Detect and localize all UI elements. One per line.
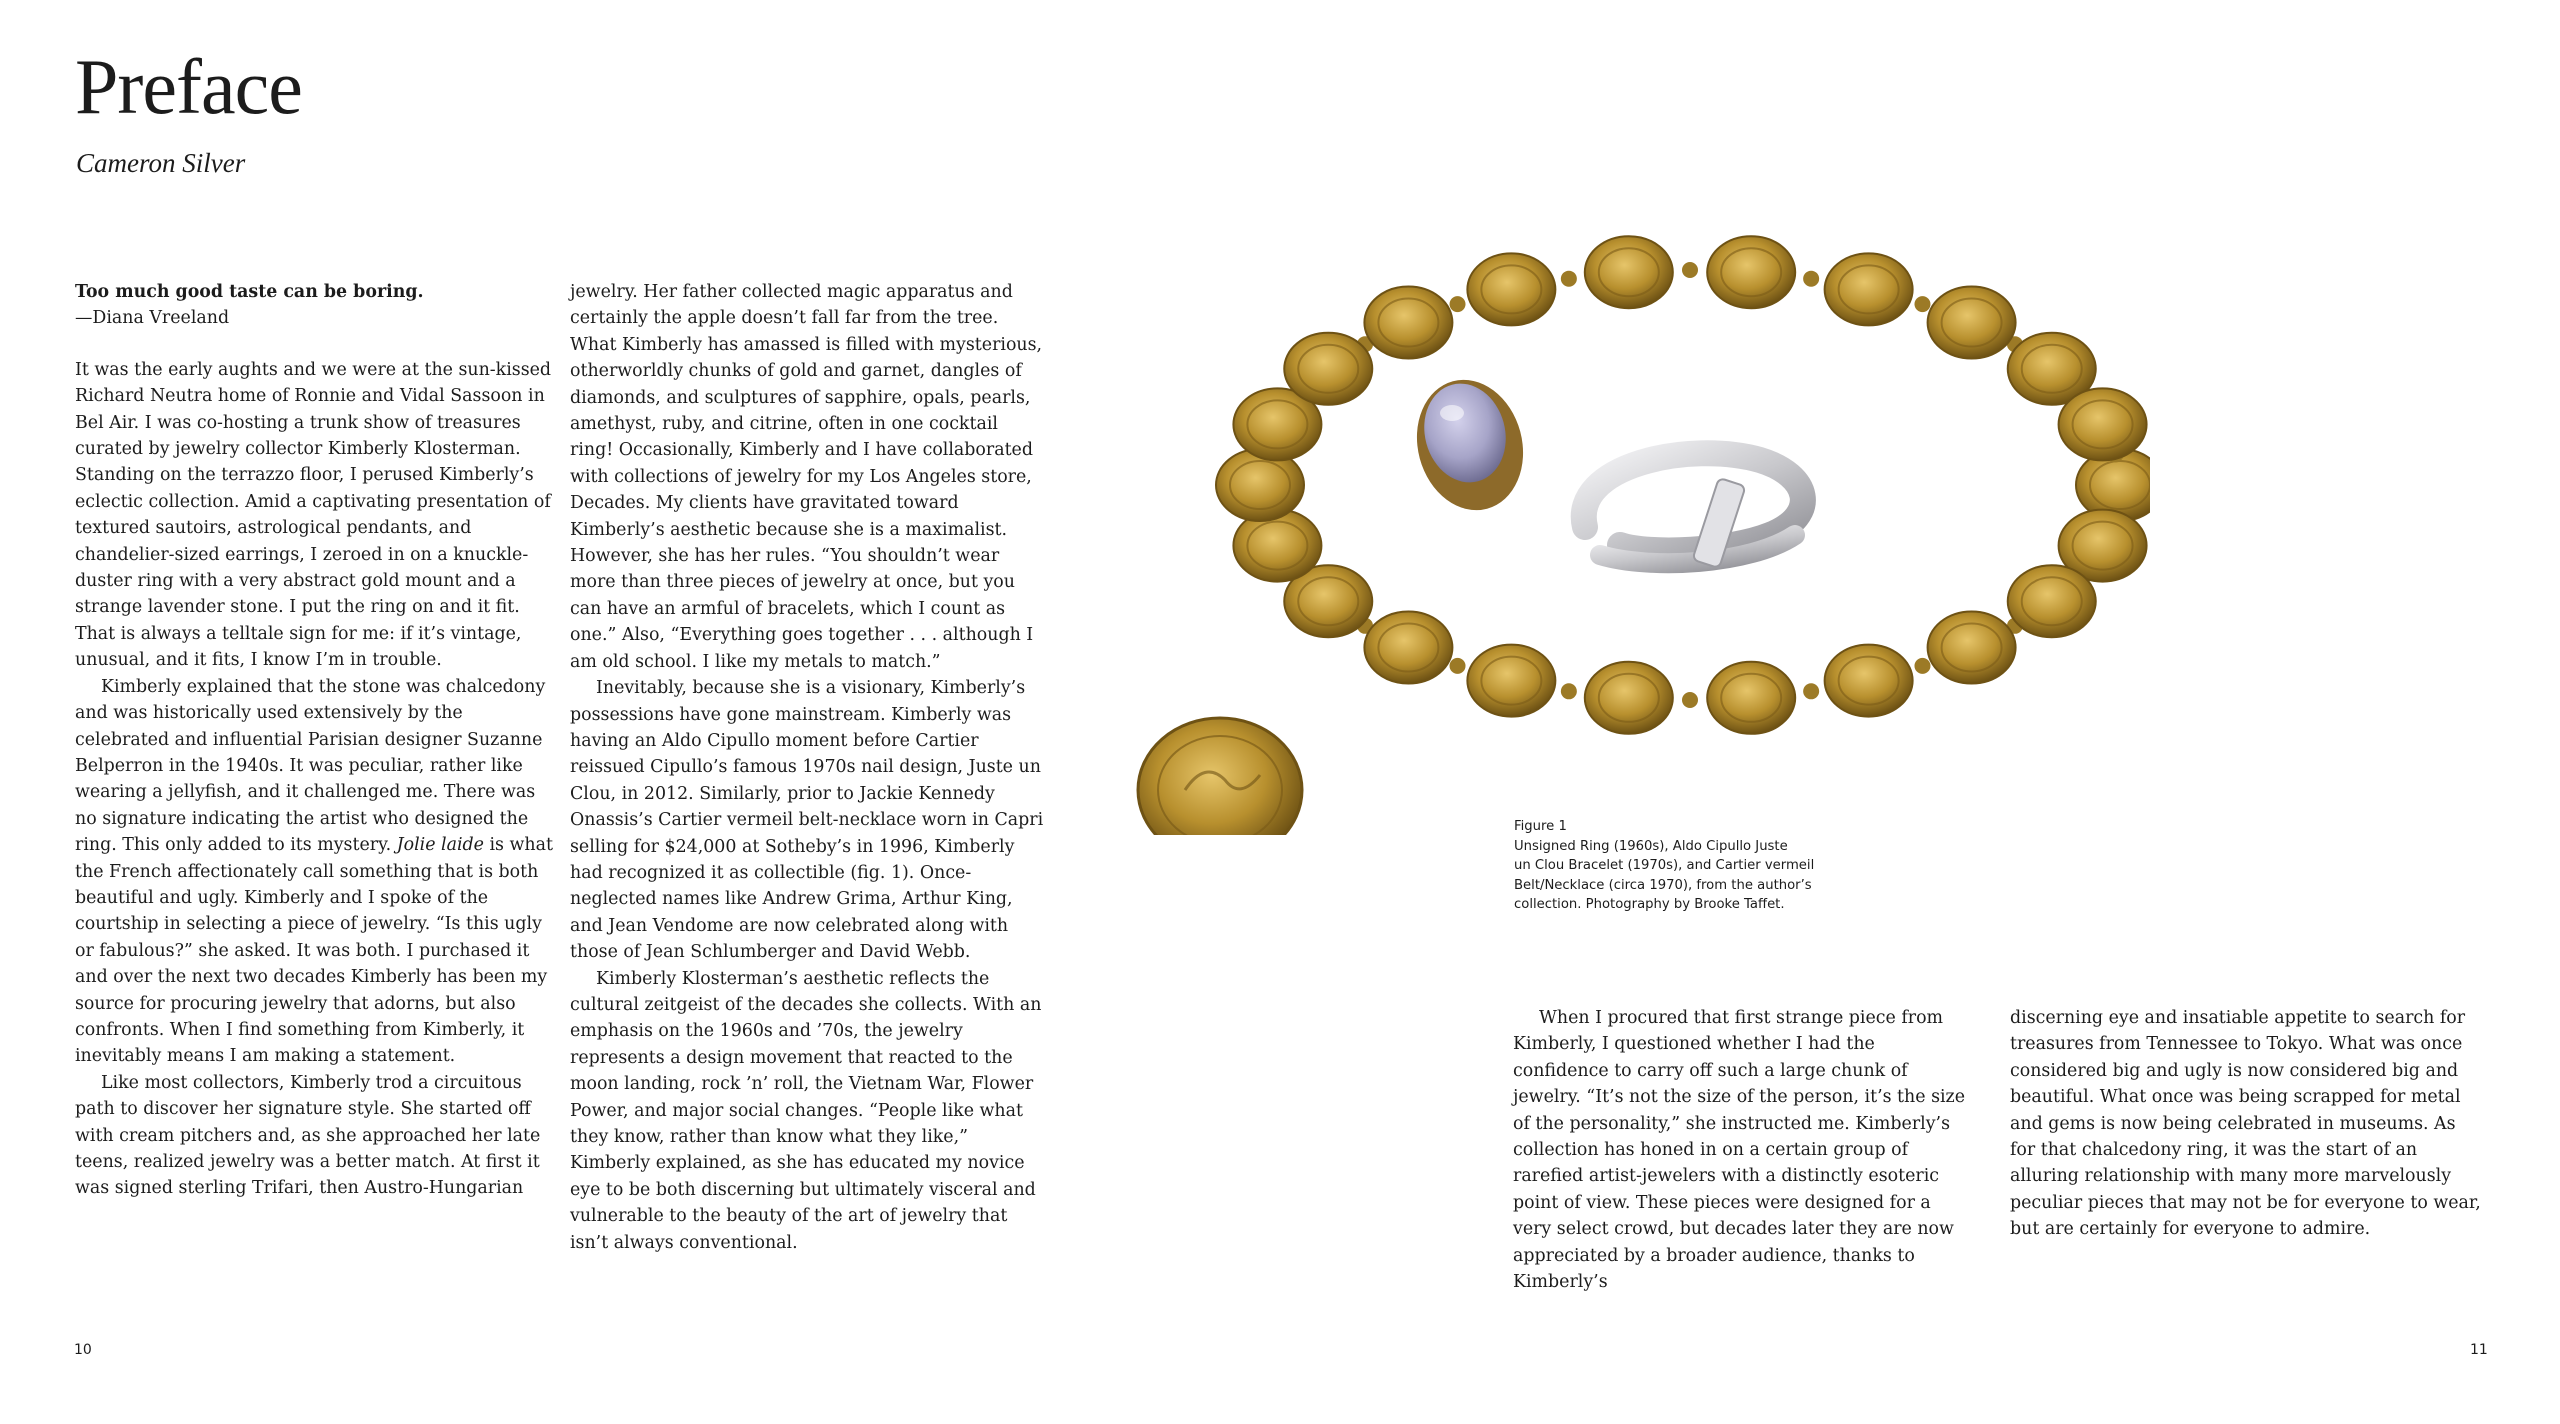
chain-link xyxy=(1914,658,1930,674)
caption-line: Belt/Necklace (circa 1970), from the author’s xyxy=(1514,877,1812,893)
nail-bracelet xyxy=(1584,453,1803,568)
text-column-1 xyxy=(75,279,555,1202)
chain-link xyxy=(1682,262,1698,278)
figure-caption xyxy=(1514,817,1834,915)
pendant-medallion xyxy=(1138,718,1302,835)
caption-line: Unsigned Ring (1960s), Aldo Cipullo Juste xyxy=(1514,838,1788,854)
chain-link xyxy=(1682,692,1698,708)
author-byline: Cameron Silver xyxy=(76,148,246,178)
figure-label: Figure 1 xyxy=(1514,819,1567,834)
paragraph: jewelry. Her father collected magic apparatus and certainly the apple doesn’t fall far from the tree. What Kimberly has amassed is filled with mysterious, otherworldly chunks of gold and garnet, dangles of diamonds, and sculptures of sapphire, opals, pearls, amethyst, ruby, and citrine, often in one cocktail ring! Occasionally, Kimberly and I have collaborated with collections of jewelry for my Los Angeles store, Decades. My clients have gravitated toward Kimberly’s aesthetic because she is a maximalist. However, she has her rules. “You shouldn’t wear more than three pieces of jewelry at once, but you can have an armful of bracelets, which I count as one.” Also, “Everything goes together . . . although I am old school. I like my metals to match.” xyxy=(570,282,1043,672)
epigraph-quote: Too much good taste can be boring. xyxy=(75,282,424,302)
caption-line: un Clou Bracelet (1970s), and Cartier vermeil xyxy=(1514,858,1815,873)
epigraph-attribution: —Diana Vreeland xyxy=(75,308,230,329)
paragraph: It was the early aughts and we were at the sun-kissed Richard Neutra home of Ronnie and Vidal Sassoon in Bel Air. I was co-hosting a trunk show of treasures curated by jewelry collector Kimberly Klosterman. Standing on the terrazzo floor, I perused Kimberly’s eclectic collection. Amid a captivating presentation of textured sautoirs, astrological pendants, and chandelier-sized earrings, I zeroed in on a knuckle-duster ring with a very abstract gold mount and a strange lavender stone. I put the ring on and it fit. That is always a telltale sign for me: if it’s vintage, unusual, and it fits, I know I’m in trouble. xyxy=(75,359,552,671)
paragraph: discerning eye and insatiable appetite to search for treasures from Tennessee to Tokyo. What was once considered big and ugly is now considered big and beautiful. What once was being scrapped for metal and gems is now being celebrated in museums. As for that chalcedony ring, it was the start of an alluring relationship with many more marvelously peculiar pieces that may not be for everyone to wear, but are certainly for everyone to admire. xyxy=(2010,1008,2481,1240)
caption-line: collection. Photography by Brooke Taffet. xyxy=(1514,897,1785,912)
text-column-3 xyxy=(1513,1005,1973,1295)
paragraph: Kimberly Klosterman’s aesthetic reflects the cultural zeitgeist of the decades she collects. With an emphasis on the 1960s and ’70s, the jewelry represents a design movement that reacted to the moon landing, rock ’n’ roll, the Vietnam War, Flower Power, and major social changes. “People like what they know, rather than know what they like,” Kimberly explained, as she has educated my novice eye to be both discerning but ultimately visceral and vulnerable to the beauty of the art of jewelry that isn’t always conventional. xyxy=(570,968,1042,1253)
chain-link xyxy=(1803,271,1819,287)
paragraph: Kimberly explained that the stone was chalcedony and was historically used extensively by the celebrated and influential Parisian designer Suzanne Belperron in the 1940s. It was peculiar, rather like wearing a jellyfish, and it challenged me. There was no signature indicating the artist who designed the ring. This only added to its mystery. Jolie laide is what the French affectionately call something that is both beautiful and ugly. Kimberly and I spoke of the courtship in selecting a piece of jewelry. “Is this ugly or fabulous?” she asked. It was both. I purchased it and over the next two decades Kimberly has been my source for procuring jewelry that adorns, but also confronts. When I find something from Kimberly, it inevitably means I am making a statement. xyxy=(75,676,553,1067)
page-number-right: 11 xyxy=(2470,1342,2488,1358)
jewelry-photograph xyxy=(1130,205,2150,835)
chain-link xyxy=(1561,271,1577,287)
italic-phrase: Jolie laide xyxy=(396,835,484,856)
paragraph: When I procured that first strange piece from Kimberly, I questioned whether I had the confidence to carry off such a large chunk of jewelry. “It’s not the size of the person, it’s the size of the personality,” she instructed me. Kimberly’s collection has honed in on a certain group of rarefied artist-jewelers with a distinctly esoteric point of view. These pieces were designed for a very select crowd, but decades later they are now appreciated by a broader audience, thanks to Kimberly’s xyxy=(1513,1008,1966,1293)
chain-link xyxy=(1561,683,1577,699)
chain-link xyxy=(1803,683,1819,699)
chalcedony-ring xyxy=(1403,368,1538,522)
paragraph: Like most collectors, Kimberly trod a circuitous path to discover her signature style. She started off with cream pitchers and, as she approached her late teens, realized jewelry was a better match. At first it was signed sterling Trifari, then Austro-Hungarian xyxy=(75,1072,541,1199)
page-title: Preface xyxy=(75,43,302,130)
chain-link xyxy=(1450,658,1466,674)
text-column-2 xyxy=(570,279,1045,1256)
belt-necklace xyxy=(1216,236,2150,734)
paragraph: Inevitably, because she is a visionary, Kimberly’s possessions have gone mainstream. Kimberly was having an Aldo Cipullo moment before Cartier reissued Cipullo’s famous 1970s nail design, Juste un Clou, in 2012. Similarly, prior to Jackie Kennedy Onassis’s Cartier vermeil belt-necklace worn in Capri selling for $24,000 at Sotheby’s in 1996, Kimberly had recognized it as collectible (fig. 1). Once-neglected names like Andrew Grima, Arthur King, and Jean Vendome are now celebrated along with those of Jean Schlumberger and David Webb. xyxy=(570,678,1044,963)
chain-link xyxy=(1914,296,1930,312)
page-number-left: 10 xyxy=(74,1342,92,1358)
chain-link xyxy=(1450,296,1466,312)
text-column-4 xyxy=(2010,1005,2485,1243)
